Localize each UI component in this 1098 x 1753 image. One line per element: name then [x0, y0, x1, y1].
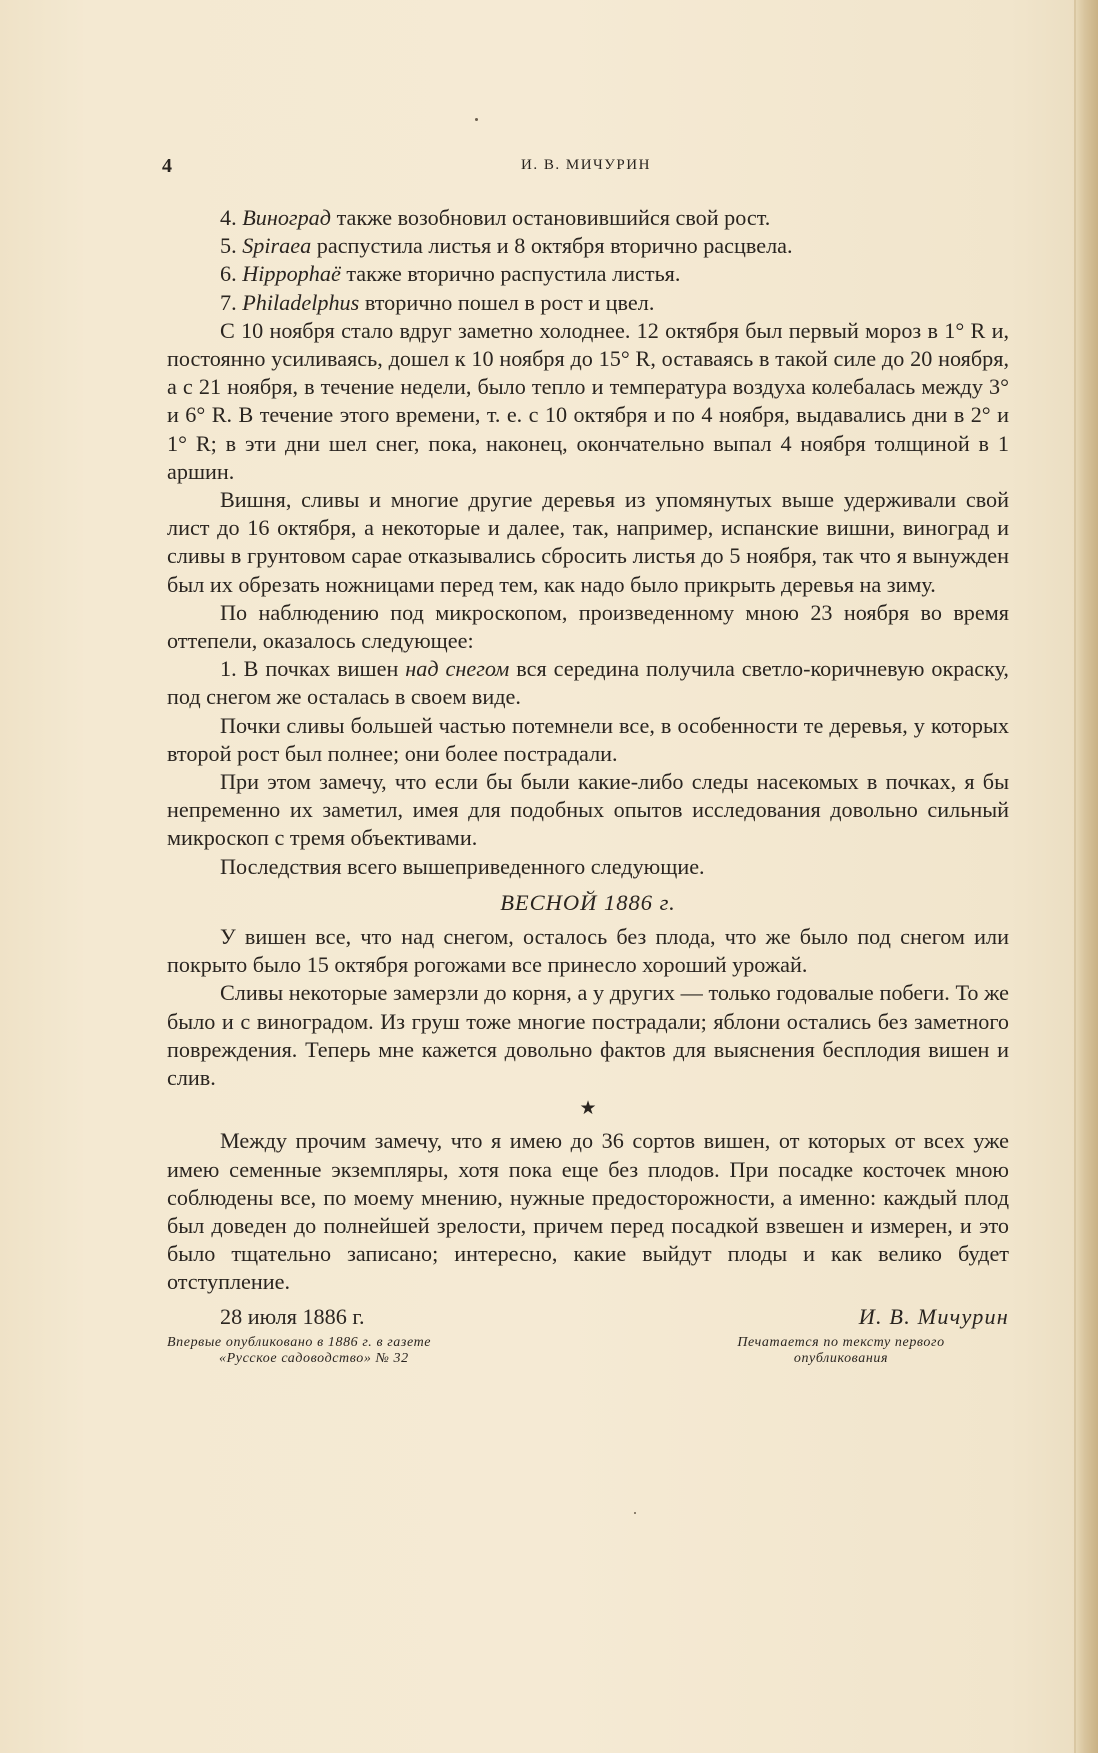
running-head: И. В. МИЧУРИН	[521, 157, 651, 173]
emphasis: над снегом	[405, 656, 510, 682]
page-number: 4	[162, 155, 172, 177]
source-text-note: Печатается по тексту первого опубликования	[737, 1334, 945, 1366]
section-title: ВЕСНОЙ 1886 г.	[500, 889, 676, 915]
paragraph: 1. В почках вишен над снегом вся середина получила светло-коричневую окраску, под снегом же осталась в своем виде.	[167, 656, 1009, 710]
signature-date: 28 июля 1886 г.	[220, 1303, 365, 1329]
signature-row	[167, 1299, 1009, 1333]
paragraph: У вишен все, что над снегом, осталось без плода, что же было под снегом или покрыто было 15 октября рогожами все принесло хороший урожай.	[167, 924, 1009, 978]
first-published-note: Впервые опубликовано в 1886 г. в газете «Русское садоводство» № 32	[167, 1334, 432, 1366]
paragraph: Между прочим замечу, что я имею до 36 сортов вишен, от которых от всех уже имею семенные экземпляры, хотя пока еще без плодов. При посадке косточек мною соблюдены все, по моему мнению, нужные предосторожности, а именно: каждый плод был доведен до полнейшей зрелости, причем перед посадкой взвешен и измерен, и это было тщательно записано; интересно, какие выйдут плоды и как велико будет отступление.	[167, 1128, 1009, 1295]
paragraph: По наблюдению под микроскопом, произведенному мною 23 ноября во время оттепели, оказалось следующее:	[167, 599, 1009, 654]
signature-author: И. В. Мичурин	[858, 1303, 1009, 1329]
list-item: 5. Spiraea распустила листья и 8 октября вторично расцвела.	[220, 233, 793, 259]
paragraph: Почки сливы большей частью потемнели все, в особенности те деревья, у которых второй рост был полнее; они более пострадали.	[167, 712, 1009, 766]
paragraph: Сливы некоторые замерзли до корня, а у других — только годовалые побеги. То же было и с виноградом. Из груш тоже многие пострадали; яблони остались без заметного повреждения. Теперь мне кажется довольно фактов для выяснения бесплодия вишен и слив.	[167, 980, 1009, 1091]
list-item: 6. Hippophaë также вторично распустила листья.	[220, 261, 681, 287]
book-spine-shadow	[1076, 0, 1098, 1753]
list-item-term: Spiraea	[242, 233, 312, 259]
list-item-term: Hippophaë	[242, 261, 341, 287]
publication-notes	[167, 1335, 1009, 1375]
list-item-term: Philadelphus	[242, 289, 360, 315]
paragraph: Последствия всего вышеприведенного следующие.	[220, 853, 705, 879]
list-item: 7. Philadelphus вторично пошел в рост и цвел.	[220, 289, 655, 315]
paragraph: При этом замечу, что если бы были какие-либо следы насекомых в почках, я бы непременно их заметил, имея для подобных опытов исследования довольно сильный микроскоп с тремя объективами.	[167, 769, 1009, 851]
page-header	[162, 155, 1010, 179]
paragraph: С 10 ноября стало вдруг заметно холоднее. 12 октября был первый мороз в 1° R и, постоянно усиливаясь, дошел к 10 ноября до 15° R, оставаясь в такой силе до 20 ноября, а с 21 ноября, в течение недели, было тепло и температура воздуха колебалась между 3° и 6° R. В течение этого времени, т. е. с 10 октября и по 4 ноября, выдавались дни в 2° и 1° R; в эти дни шел снег, пока, наконец, окончательно выпал 4 ноября толщиной в 1 аршин.	[167, 317, 1009, 484]
list-item: 4. Виноград также возобновил остановившийся свой рост.	[220, 205, 771, 230]
paper-speck	[475, 118, 478, 121]
list-item-term: Виноград	[242, 205, 332, 230]
paragraph: Вишня, сливы и многие другие деревья из упомянутых выше удерживали свой лист до 16 октября, а некоторые и далее, так, например, испанские вишни, виноград и сливы в грунтовом сарае отказывались сбросить листья до 5 ноября, так что я вынужден был их обрезать ножницами перед тем, как надо было прикрыть деревья на зиму.	[167, 487, 1009, 597]
paper-speck	[634, 1512, 636, 1514]
page-body	[167, 204, 1009, 1375]
star-separator-icon: ★	[579, 1098, 597, 1120]
